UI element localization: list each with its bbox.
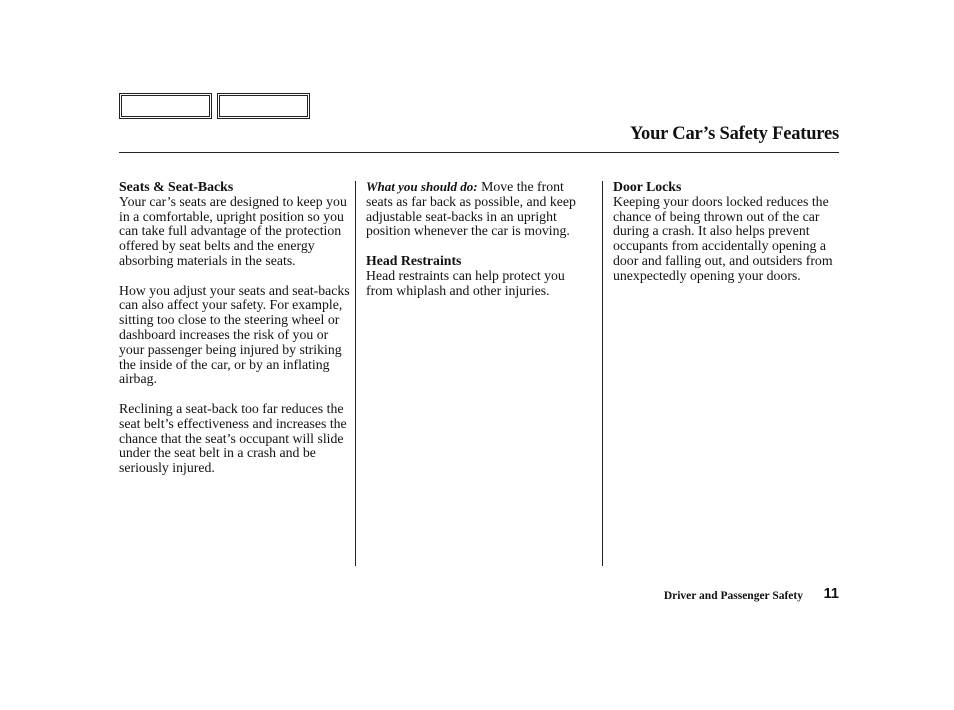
paragraph: Reclining a seat-back too far reduces the seat belt’s effectiveness and increases the chance that the seat’s occupant will slide under the seat belt in a crash and be seriously injured. <box>119 400 347 476</box>
section-heading-door-locks: Door Locks <box>613 179 682 194</box>
paragraph: How you adjust your seats and seat-backs can also affect your safety. For example, sitting too close to the steering wheel or dashboard increases the risk of you or your passenger being injured by striking the inside of the car, or by an inflating airbag. <box>119 282 350 387</box>
paragraph: Head restraints can help protect you from whiplash and other injuries. <box>366 267 565 298</box>
column-seats <box>119 180 351 491</box>
footer-section-label: Driver and Passenger Safety <box>663 590 803 602</box>
nav-box-previous[interactable] <box>119 93 212 119</box>
column-divider <box>355 181 356 566</box>
paragraph: Keeping your doors locked reduces the chance of being thrown out of the car during a crash. It also helps prevent occupants from accidentally opening a door and falling out, and outsiders from unexpectedly opening your doors. <box>613 193 833 283</box>
page-title: Your Car’s Safety Features <box>629 124 839 144</box>
header-rule <box>119 152 839 153</box>
section-heading-head-restraints: Head Restraints <box>366 252 462 268</box>
section-heading-seats: Seats & Seat-Backs <box>119 179 234 194</box>
lead-in-label: What you should do: <box>366 179 478 194</box>
column-what-to-do <box>366 180 594 313</box>
column-door-locks <box>613 180 845 298</box>
paragraph: Your car’s seats are designed to keep you in a comfortable, upright position so you can take full advantage of the protection offered by seat belts and the energy absorbing materials in the seats. <box>119 193 347 268</box>
page-number: 11 <box>823 586 839 602</box>
paragraph <box>366 180 594 239</box>
lead-in-text: Move the front seats as far back as possible, and keep adjustable seat-backs in an upright position whenever the car is moving. <box>366 179 576 239</box>
nav-box-next[interactable] <box>217 93 310 119</box>
column-divider <box>602 181 603 566</box>
